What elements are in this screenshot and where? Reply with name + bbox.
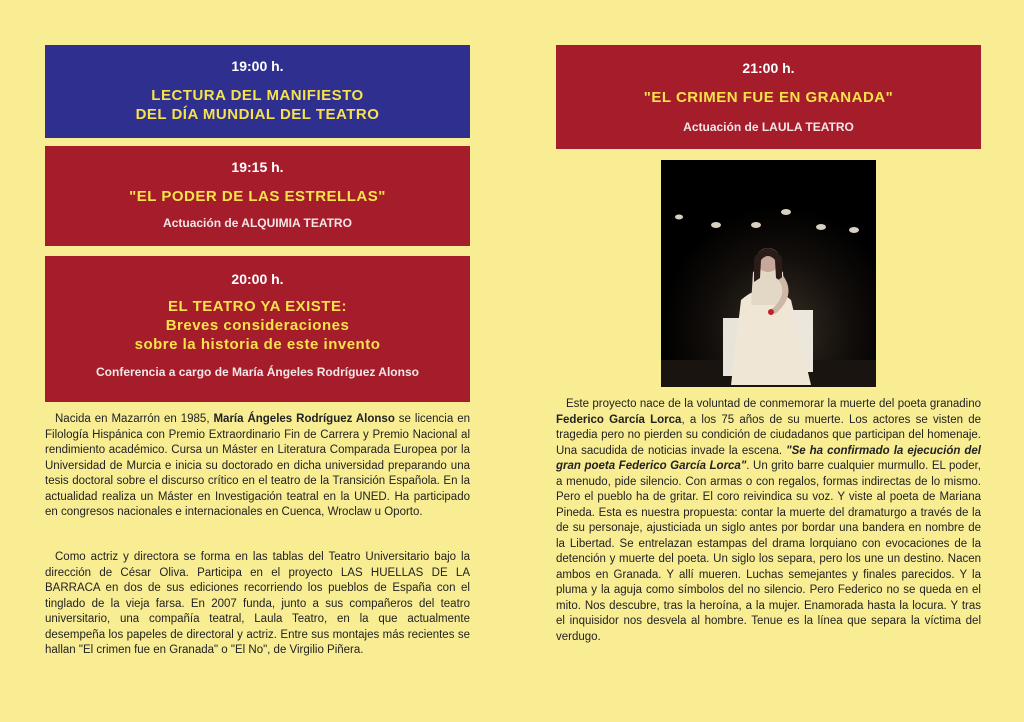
event-title: "EL CRIMEN FUE EN GRANADA" (643, 89, 894, 106)
news-quote: "Se ha confirmado la ejecución del gran poeta Federico García Lorca" (556, 444, 981, 472)
bio-paragraph-2: Como actriz y directora se forma en las tablas del Teatro Universitario bajo la dirección de César Oliva. Participa en el proyecto LAS HUELLAS DE LA BARRACA en dos de sus ediciones recorriendo los pueblos de España con el tinglado de la vieja farsa. En 2007 funda, junto a sus compañeros del teatro universitario, una compañía teatral, Laula Teatro, en la que actualmente desempeña los papeles de directoral y actriz. Entre sus montajes más recientes se hallan "El crimen fue en Granada" o "El No", de Virgilio Piñera. (45, 551, 470, 656)
project-description: Este proyecto nace de la voluntad de conmemorar la muerte del poeta granadino Federico García Lorca, a los 75 años de su muerte. Los actores se visten de tragedia pero no pierden su condición de ciudadanos que participan del homenaje. Una sacudida de noticias invade la escena. "Se ha confirmado la ejecución del gran poeta Federico García Lorca". Un grito barre cualquier murmullo. EL poder, a menudo, pide silencio. Con armas o con regalos, formas indirectas de lo mismo. Pero el pueblo ha de gritar. El coro reivindica su voz. Y viste al poeta de Mariana Pineda. Esta es nuestra propuesta: contar la muerte del dramaturgo a través de la de su personaje, ajusticiada un siglo antes por bordar una bandera en nombre de la Libertad. Se entrelazan estampas del drama lorquiano con evocaciones de la detención y muerte del poeta. Un siglo los separa, pero los une un destino. Nacen ambos en Granada. Y allí mueren. Luchas semejantes y finales parecidos. Y la pluma y la aguja como símbolos del no silencio. Pero Federico no se queda en el mito. Nos descubre, tras la heroína, a la mujer. Enamorada hasta la locura. Y tras el inquisidor nos desvela al hombre. Tenue es la línea que separa la víctima del verdugo. (556, 398, 982, 643)
event-subtitle: Actuación de LAULA TEATRO (683, 120, 854, 134)
event-title-line3: sobre la historia de este invento (134, 336, 381, 353)
event-title-line2: DEL DÍA MUNDIAL DEL TEATRO (135, 106, 380, 123)
event-time: 20:00 h. (231, 271, 284, 287)
event-time: 21:00 h. (742, 60, 795, 76)
event-time: 19:15 h. (231, 159, 284, 175)
event-subtitle: Actuación de ALQUIMIA TEATRO (163, 216, 352, 230)
event-2100-box (556, 45, 981, 149)
event-time: 19:00 h. (231, 58, 284, 74)
event-title: "EL PODER DE LAS ESTRELLAS" (129, 188, 386, 205)
event-subtitle: Conferencia a cargo de María Ángeles Rodríguez Alonso (96, 365, 419, 379)
stage-photo (661, 160, 876, 387)
bio-name: María Ángeles Rodríguez Alonso (213, 413, 395, 425)
event-2000-box (45, 256, 470, 402)
event-1900-box (45, 45, 470, 138)
event-title-line1: EL TEATRO YA EXISTE: (168, 298, 347, 315)
event-title-line1: LECTURA DEL MANIFIESTO (151, 87, 364, 104)
bio-paragraph-1: Nacida en Mazarrón en 1985, María Ángeles Rodríguez Alonso se licencia en Filología Hispánica con Premio Extraordinario Fin de Carrera y Premio Nacional al rendimiento académico. Cursa un Máster en Literatura Comparada Europea por la Universidad de Murcia e inicia su doctorado en dicha universidad preparando una tesis doctoral sobre el discurso crítico en el teatro de la Transición Española. En la actualidad realiza un Máster en Investigación teatral en la UNED. Ha participado en congresos nacionales e internacionales en Cuenca, Wroclaw u Oporto. (45, 413, 470, 518)
event-title-line2: Breves consideraciones (165, 317, 350, 334)
actress-on-stage-image (661, 160, 876, 387)
poet-name: Federico García Lorca (556, 413, 682, 426)
event-1915-box (45, 146, 470, 246)
